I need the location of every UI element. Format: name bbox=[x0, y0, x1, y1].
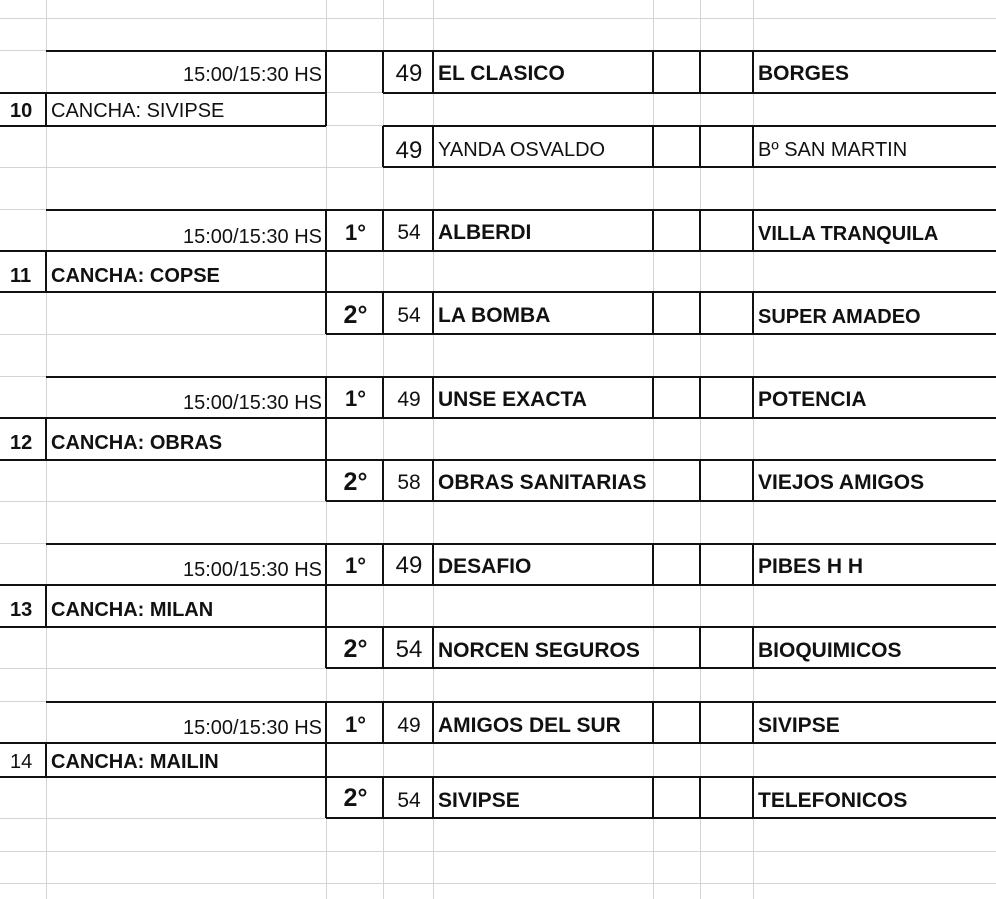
cancha-label: CANCHA: MILAN bbox=[51, 599, 214, 621]
team-name: OBRAS SANITARIAS bbox=[438, 471, 647, 494]
cancha-label: CANCHA: OBRAS bbox=[51, 432, 223, 454]
block-number: 10 bbox=[10, 100, 33, 122]
match-order: 2° bbox=[343, 784, 368, 812]
team-name: SIVIPSE bbox=[438, 789, 520, 812]
category-number: 49 bbox=[395, 137, 423, 164]
cancha-label: CANCHA: MAILIN bbox=[51, 751, 219, 773]
rival-name: BORGES bbox=[758, 62, 850, 85]
match-order: 1° bbox=[344, 220, 367, 245]
team-name: EL CLASICO bbox=[438, 62, 565, 85]
cancha-label: CANCHA: SIVIPSE bbox=[51, 100, 225, 122]
match-time: 15:00/15:30 HS bbox=[183, 226, 322, 248]
match-order: 1° bbox=[344, 553, 367, 578]
rival-name: VIEJOS AMIGOS bbox=[758, 471, 925, 494]
category-number: 49 bbox=[397, 714, 421, 737]
team-name: ALBERDI bbox=[438, 221, 532, 244]
rival-name: POTENCIA bbox=[758, 388, 867, 411]
match-order: 1° bbox=[344, 386, 367, 411]
rival-name: TELEFONICOS bbox=[758, 789, 908, 812]
team-name: NORCEN SEGUROS bbox=[438, 639, 640, 662]
match-time: 15:00/15:30 HS bbox=[183, 392, 322, 414]
team-name: LA BOMBA bbox=[438, 304, 551, 327]
team-name: AMIGOS DEL SUR bbox=[438, 714, 621, 737]
rival-name: SIVIPSE bbox=[758, 714, 840, 737]
category-number: 54 bbox=[397, 221, 421, 244]
category-number: 49 bbox=[395, 60, 423, 87]
rival-name: SUPER AMADEO bbox=[758, 306, 921, 328]
rival-name: BIOQUIMICOS bbox=[758, 639, 902, 662]
category-number: 49 bbox=[395, 552, 423, 579]
rival-name: Bº SAN MARTIN bbox=[758, 139, 908, 161]
match-time: 15:00/15:30 HS bbox=[183, 717, 322, 739]
block-number: 14 bbox=[10, 751, 33, 773]
match-time: 15:00/15:30 HS bbox=[183, 64, 322, 86]
match-time: 15:00/15:30 HS bbox=[183, 559, 322, 581]
match-order: 1° bbox=[344, 712, 367, 737]
block-number: 12 bbox=[10, 432, 33, 454]
rival-name: VILLA TRANQUILA bbox=[758, 223, 939, 245]
team-name: UNSE EXACTA bbox=[438, 388, 587, 411]
category-number: 54 bbox=[395, 636, 423, 663]
match-order: 2° bbox=[343, 635, 368, 663]
cancha-label: CANCHA: COPSE bbox=[51, 265, 220, 287]
rival-name: PIBES H H bbox=[758, 555, 864, 578]
match-order: 2° bbox=[343, 301, 368, 329]
category-number: 54 bbox=[397, 789, 421, 812]
team-name: DESAFIO bbox=[438, 555, 532, 578]
block-number: 13 bbox=[10, 599, 33, 621]
category-number: 49 bbox=[397, 388, 421, 411]
block-number: 11 bbox=[10, 265, 32, 287]
category-number: 54 bbox=[397, 304, 421, 327]
category-number: 58 bbox=[397, 471, 421, 494]
match-order: 2° bbox=[343, 468, 368, 496]
team-name: YANDA OSVALDO bbox=[438, 139, 606, 161]
